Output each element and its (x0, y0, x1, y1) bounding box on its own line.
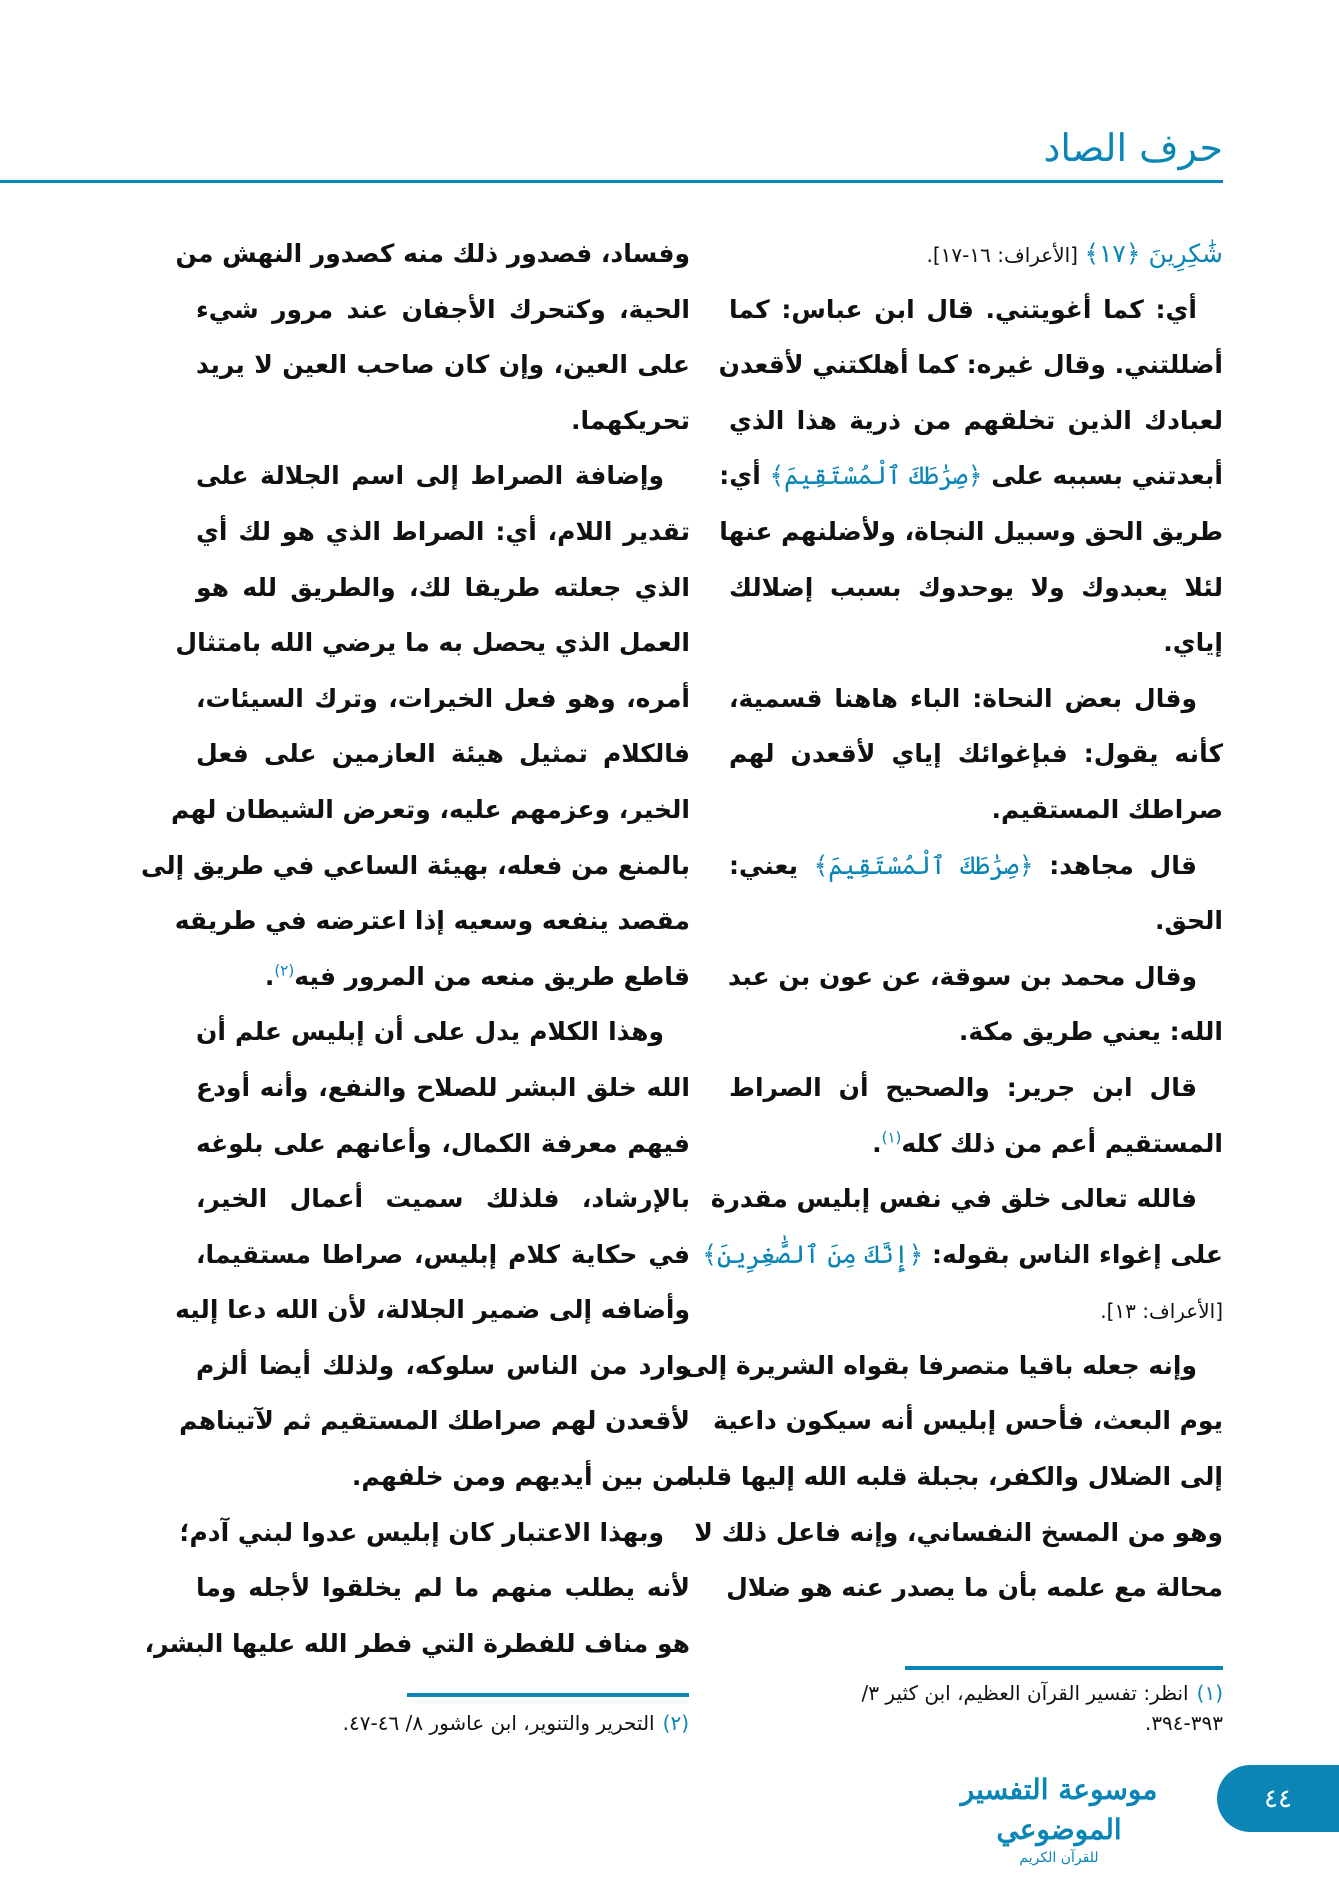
text-line (144, 1616, 690, 1672)
body-text: لعبادك الذين تخلقهم من ذرية هذا الذي (729, 405, 1223, 435)
body-text: مقصد ينفعه وسعيه إذا اعترضه في طريقه (174, 906, 690, 936)
body-text: لأنه يطلب منهم ما لم يخلقوا لأجله وما (196, 1573, 690, 1603)
body-text: وفساد، فصدور ذلك منه كصدور النهش من (175, 239, 690, 268)
quran-verse: شَٰكِرِينَ ﴿١٧﴾ (1084, 239, 1223, 268)
body-text: أي: كما أغويتني. قال ابن عباس: كما (729, 294, 1197, 324)
body-text: إلى الضلال والكفر، بجبلة قلبه الله إليها قلبا (686, 1462, 1223, 1492)
page-number: ٤٤ (1217, 1765, 1339, 1832)
text-line (713, 1393, 1223, 1449)
text-line (196, 1338, 690, 1394)
text-line (726, 1560, 1223, 1616)
text-line (196, 1171, 690, 1227)
text-line (729, 615, 1223, 671)
text-line (683, 1338, 1223, 1394)
text-line (196, 337, 690, 393)
text-line (729, 726, 1223, 782)
right-text-column (683, 226, 1223, 1616)
body-text: من بين أيديهم ومن خلفهم. (351, 1462, 690, 1492)
text-line (196, 1560, 690, 1616)
body-text: أي: (719, 461, 770, 491)
body-text: الله خلق البشر للصلاح والنفع، وأنه أودع (196, 1072, 690, 1102)
text-line (170, 782, 690, 838)
body-text: وهذا الكلام يدل على أن إبليس علم أن (196, 1017, 664, 1047)
body-text: . (872, 1128, 882, 1158)
body-text: الذي جعلته طريقا لك، والطريق لله هو (196, 572, 690, 602)
body-text: وهو من المسخ النفساني، وإنه فاعل ذلك لا (694, 1517, 1223, 1547)
body-text: إياي. (1163, 628, 1223, 658)
text-line (196, 671, 690, 727)
logo-subtitle: للقرآن الكريم (1019, 1850, 1099, 1866)
footnote-number: (١) (1196, 1681, 1223, 1705)
left-text-column (141, 226, 690, 1671)
text-line (729, 949, 1223, 1005)
text-line (196, 1449, 690, 1505)
text-line (729, 1282, 1223, 1338)
text-line (729, 893, 1223, 949)
quran-verse: ﴿صِرَٰطَكَ ٱلْمُسْتَقِيمَ﴾ (813, 850, 1034, 880)
footnote-number: (٢) (662, 1711, 689, 1735)
text-line (729, 782, 1223, 838)
text-line (729, 1004, 1223, 1060)
text-line (196, 1060, 690, 1116)
quran-verse: ﴿إِنَّكَ مِنَ ٱلصَّٰغِرِينَ﴾ (702, 1239, 924, 1269)
text-line (196, 1227, 690, 1283)
text-line (196, 726, 690, 782)
footnote-2 (279, 1708, 689, 1738)
body-text: يوم البعث، فأحس إبليس أنه سيكون داعية (713, 1406, 1223, 1436)
body-text: الله: يعني طريق مكة. (958, 1017, 1223, 1047)
body-text: بالإرشاد، فلذلك سميت أعمال الخير، (196, 1184, 690, 1214)
body-text: أضللتني. وقال غيره: كما أهلكتني لأقعدن (718, 350, 1223, 380)
text-line (196, 949, 690, 1005)
body-text: وأضافه إلى ضمير الجلالة، لأن الله دعا إليه (175, 1295, 690, 1325)
body-text: وبهذا الاعتبار كان إبليس عدوا لبني آدم؛ (179, 1517, 664, 1547)
text-line (729, 838, 1223, 894)
text-line (196, 504, 690, 560)
text-line (196, 560, 690, 616)
footnote-divider-right (905, 1666, 1223, 1670)
body-text: تقدير اللام، أي: الصراط الذي هو لك أي (196, 516, 690, 546)
text-line (702, 1227, 1223, 1283)
text-line (719, 448, 1223, 504)
body-text: على العين، وإن كان صاحب العين لا يريد (196, 350, 690, 380)
body-text: قال مجاهد: (1033, 850, 1197, 880)
footnote-marker: (٢) (274, 961, 295, 980)
body-text: . (264, 961, 275, 991)
body-text: في حكاية كلام إبليس، صراطا مستقيما، (196, 1239, 690, 1269)
encyclopedia-logo (934, 1770, 1184, 1866)
body-text: صراطك المستقيم. (991, 794, 1223, 824)
body-text: وارد من الناس سلوكه، ولذلك أيضا ألزم (196, 1350, 690, 1380)
quran-verse: ﴿صِرَٰطَكَ ٱلْمُسْتَقِيمَ﴾ (769, 461, 983, 491)
body-text: قال ابن جرير: والصحيح أن الصراط (729, 1072, 1197, 1102)
verse-reference: [الأعراف: ١٦-١٧]. (926, 243, 1085, 267)
body-text: على إغواء الناس بقوله: (923, 1239, 1223, 1269)
text-line (196, 282, 690, 338)
text-line (719, 504, 1223, 560)
text-line (710, 1171, 1223, 1227)
verse-reference: [الأعراف: ١٣]. (1100, 1299, 1223, 1324)
body-text: بالمنع من فعله، بهيئة الساعي في طريق إلى (141, 850, 690, 880)
text-line (729, 226, 1223, 282)
body-text: أمره، وهو فعل الخيرات، وترك السيئات، (196, 683, 690, 713)
body-text: فيهم معرفة الكمال، وأعانهم على بلوغه (196, 1128, 690, 1158)
footnote-text: انظر: تفسير القرآن العظيم، ابن كثير ٣/ ٣٩٣-٣٩٤. (861, 1681, 1223, 1735)
body-text: المستقيم أعم من ذلك كله (901, 1128, 1223, 1158)
footnote-text: التحرير والتنوير، ابن عاشور ٨/ ٤٦-٤٧. (342, 1711, 655, 1735)
body-text: وقال محمد بن سوقة، عن عون بن عبد (727, 961, 1197, 991)
text-line (175, 615, 690, 671)
text-line (179, 1393, 690, 1449)
body-text: وإنه جعله باقيا متصرفا بقواه الشريرة إلى (683, 1350, 1197, 1380)
text-line (718, 337, 1223, 393)
text-line (196, 448, 690, 504)
body-text: العمل الذي يحصل به ما يرضي الله بامتثال (175, 628, 690, 658)
body-text: كأنه يقول: فبإغوائك إياي لأقعدن لهم (729, 739, 1223, 769)
text-line (729, 393, 1223, 449)
body-text: هو مناف للفطرة التي فطر الله عليها البشر، (144, 1628, 690, 1658)
body-text: لأقعدن لهم صراطك المستقيم ثم لآتيناهم (179, 1406, 690, 1436)
text-line (196, 1004, 690, 1060)
body-text: وإضافة الصراط إلى اسم الجلالة على (196, 461, 664, 491)
text-line (729, 1060, 1223, 1116)
text-line (196, 393, 690, 449)
text-line (175, 226, 690, 282)
text-line (729, 560, 1223, 616)
chapter-title: حرف الصاد (1043, 126, 1223, 170)
text-line (196, 1116, 690, 1172)
body-text: طريق الحق وسبيل النجاة، ولأضلنهم عنها (719, 516, 1223, 546)
body-text: الحق. (1154, 906, 1223, 936)
text-line (729, 1116, 1223, 1172)
body-text: محالة مع علمه بأن ما يصدر عنه هو ضلال (726, 1573, 1223, 1603)
footnote-1 (813, 1678, 1223, 1738)
footnote-marker: (١) (881, 1128, 902, 1147)
body-text: يعني: (729, 850, 814, 880)
body-text: تحريكهما. (570, 405, 690, 435)
body-text: الحية، وكتحرك الأجفان عند مرور شيء (196, 294, 690, 324)
body-text: وقال بعض النحاة: الباء هاهنا قسمية، (729, 683, 1197, 713)
text-line (179, 1505, 690, 1561)
text-line (729, 671, 1223, 727)
text-line (686, 1449, 1223, 1505)
body-text: أبعدتني بسببه على (982, 461, 1223, 491)
footnote-divider-left (407, 1693, 689, 1697)
text-line (694, 1505, 1223, 1561)
text-line (141, 838, 690, 894)
body-text: لئلا يعبدوك ولا يوحدوك بسبب إضلالك (729, 572, 1223, 602)
body-text: الخير، وعزمهم عليه، وتعرض الشيطان لهم (170, 794, 690, 824)
body-text: فالكلام تمثيل هيئة العازمين على فعل (196, 739, 690, 769)
text-line (174, 893, 690, 949)
header-divider (0, 180, 1223, 183)
logo-title: موسوعة التفسير الموضوعي (960, 1773, 1158, 1846)
body-text: قاطع طريق منعه من المرور فيه (294, 961, 690, 991)
body-text: فالله تعالى خلق في نفس إبليس مقدرة (710, 1184, 1197, 1214)
text-line (729, 282, 1223, 338)
text-line (175, 1282, 690, 1338)
